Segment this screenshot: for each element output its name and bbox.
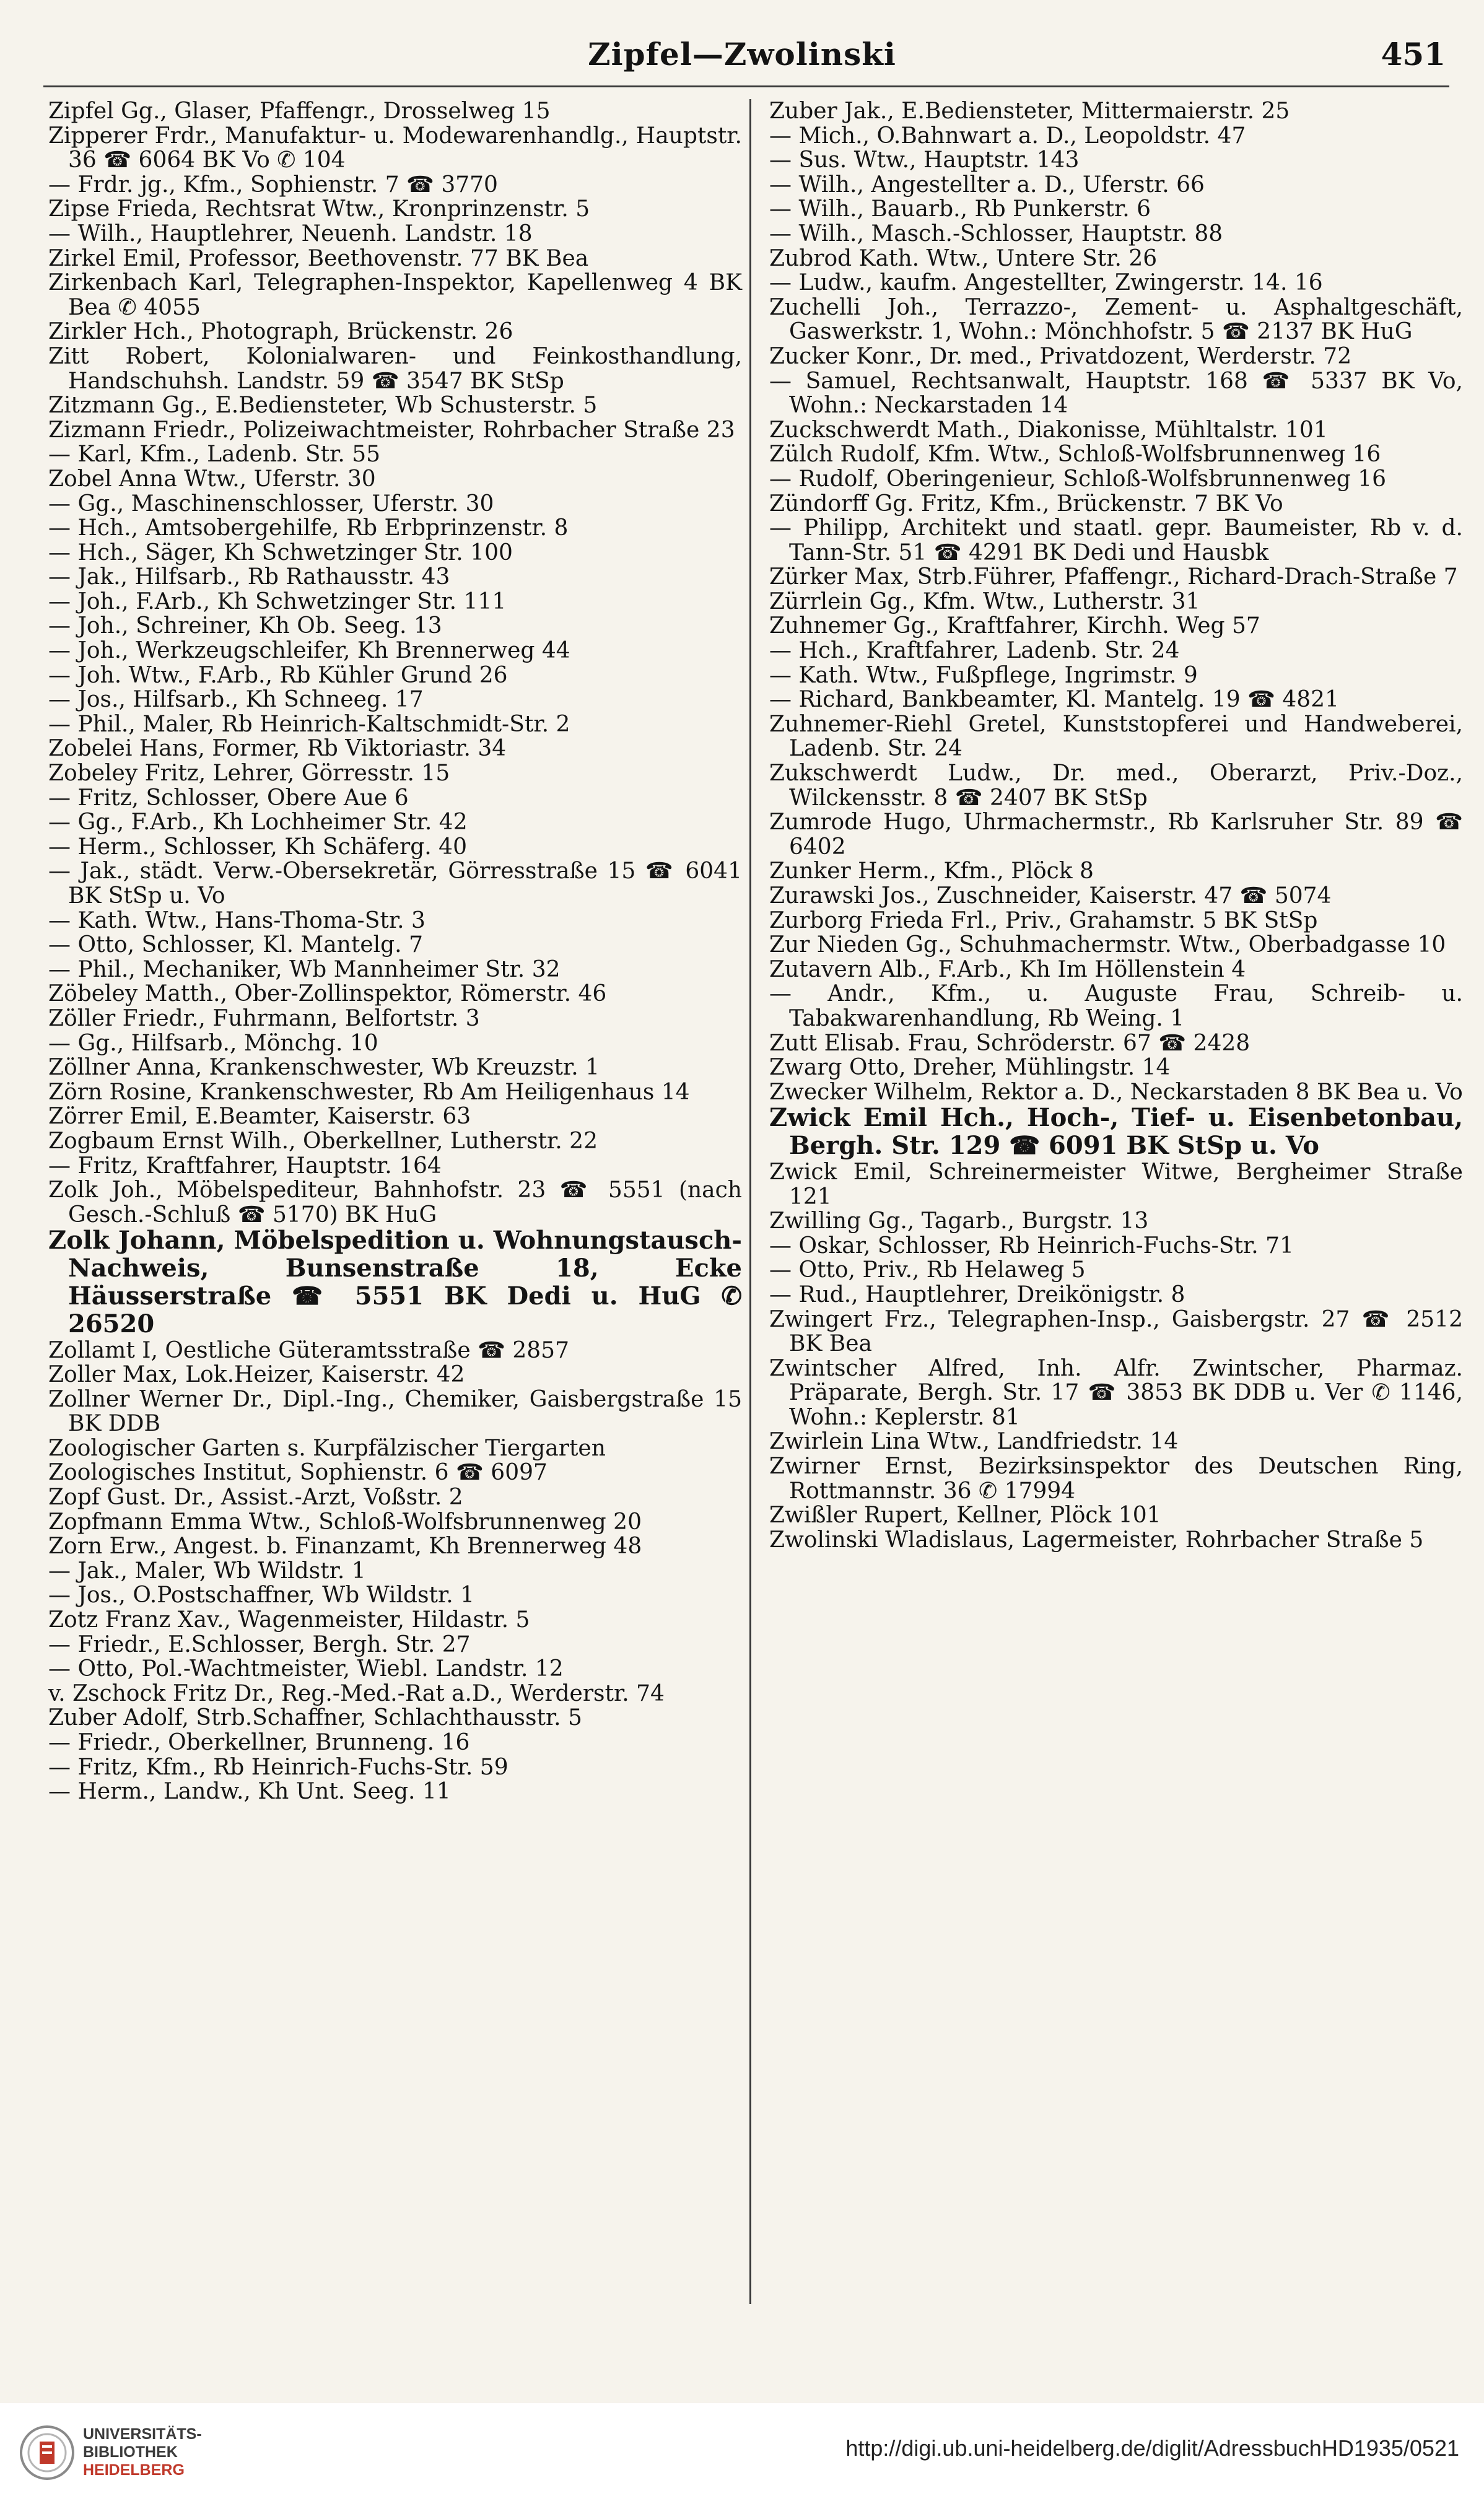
directory-entry: Zobel Anna Wtw., Uferstr. 30 [48, 466, 376, 492]
directory-entry: — Samuel, Rechtsanwalt, Hauptstr. 168 ☎ 5337 BK Vo, Wohn.: Neckarstaden 14 [769, 368, 1463, 419]
directory-entry: Zutt Elisab. Frau, Schröderstr. 67 ☎ 2428 [769, 1030, 1250, 1056]
directory-entry: — Wilh., Bauarb., Rb Punkerstr. 6 [769, 196, 1151, 222]
directory-entry: Zollamt I, Oestliche Güteramtsstraße ☎ 2857 [48, 1337, 569, 1363]
directory-entry: — Kath. Wtw., Fußpflege, Ingrimstr. 9 [769, 662, 1198, 688]
logo-line-2: BIBLIOTHEK [83, 2443, 178, 2461]
directory-entry: — Hch., Kraftfahrer, Ladenb. Str. 24 [769, 638, 1180, 664]
directory-entry: Zwarg Otto, Dreher, Mühlingstr. 14 [769, 1055, 1171, 1081]
directory-entry: — Rudolf, Oberingenieur, Schloß-Wolfsbrunnenweg 16 [769, 466, 1387, 492]
directory-entry: Zobeley Fritz, Lehrer, Görresstr. 15 [48, 761, 450, 787]
left-column [48, 99, 742, 1804]
directory-entry: Zipperer Frdr., Manufaktur- u. Modewarenhandlg., Hauptstr. 36 ☎ 6064 BK Vo ✆ 104 [48, 123, 742, 173]
directory-entry: Zollner Werner Dr., Dipl.-Ing., Chemiker, Gaisbergstraße 15 BK DDB [48, 1386, 742, 1437]
directory-entry: Zurawski Jos., Zuschneider, Kaiserstr. 47 ☎ 5074 [769, 883, 1332, 909]
directory-entry: Zumrode Hugo, Uhrmachermstr., Rb Karlsruher Str. 89 ☎ 6402 [769, 810, 1463, 860]
directory-entry: — Andr., Kfm., u. Auguste Frau, Schreib- u. Tabakwarenhandlung, Rb Weing. 1 [769, 981, 1463, 1031]
directory-entry: — Friedr., Oberkellner, Brunneng. 16 [48, 1730, 470, 1755]
directory-entry: Zwilling Gg., Tagarb., Burgstr. 13 [769, 1208, 1149, 1234]
column-divider [749, 99, 751, 2304]
directory-entry: — Jak., Maler, Wb Wildstr. 1 [48, 1558, 366, 1584]
directory-entry: Zurborg Frieda Frl., Priv., Grahamstr. 5 BK StSp [769, 907, 1318, 933]
directory-entry: Zuhnemer Gg., Kraftfahrer, Kirchh. Weg 57 [769, 613, 1260, 639]
directory-entry: — Otto, Priv., Rb Helaweg 5 [769, 1257, 1086, 1283]
directory-entry: — Fritz, Kfm., Rb Heinrich-Fuchs-Str. 59 [48, 1754, 508, 1780]
directory-entry: Zirkenbach Karl, Telegraphen-Inspektor, Kapellenweg 4 BK Bea ✆ 4055 [48, 270, 742, 320]
directory-entry: — Richard, Bankbeamter, Kl. Mantelg. 19 ☎ 4821 [769, 687, 1339, 713]
directory-entry: Zirkel Emil, Professor, Beethovenstr. 77 BK Bea [48, 245, 589, 271]
directory-entry: Zopfmann Emma Wtw., Schloß-Wolfsbrunnenweg 20 [48, 1509, 642, 1535]
directory-entry: Zirkler Hch., Photograph, Brückenstr. 26 [48, 319, 513, 345]
directory-entry: — Herm., Schlosser, Kh Schäferg. 40 [48, 834, 467, 860]
directory-entry: Zubrod Kath. Wtw., Untere Str. 26 [769, 245, 1158, 271]
library-logo [19, 2417, 223, 2489]
directory-entry: — Rud., Hauptlehrer, Dreikönigstr. 8 [769, 1281, 1185, 1307]
directory-entry: Zipfel Gg., Glaser, Pfaffengr., Drosselweg 15 [48, 98, 551, 124]
directory-entry: — Frdr. jg., Kfm., Sophienstr. 7 ☎ 3770 [48, 172, 498, 198]
directory-entry: Zöller Friedr., Fuhrmann, Belfortstr. 3 [48, 1005, 480, 1031]
directory-entry: — Phil., Mechaniker, Wb Mannheimer Str. 32 [48, 956, 561, 982]
directory-entry: Zuckschwerdt Math., Diakonisse, Mühltalstr. 101 [769, 417, 1328, 443]
directory-entry: Zolk Johann, Möbelspedition u. Wohnungstausch-Nachweis, Bunsenstraße 18, Ecke Häusserstraße ☎ 5551 BK Dedi u. HuG ✆ 26520 [48, 1226, 742, 1338]
directory-entry: Zur Nieden Gg., Schuhmachermstr. Wtw., Oberbadgasse 10 [769, 932, 1446, 958]
directory-entry: Zogbaum Ernst Wilh., Oberkellner, Lutherstr. 22 [48, 1128, 598, 1154]
directory-entry: Zitzmann Gg., E.Bediensteter, Wb Schusterstr. 5 [48, 393, 598, 419]
directory-entry: Zotz Franz Xav., Wagenmeister, Hildastr. 5 [48, 1607, 530, 1633]
directory-entry: — Wilh., Hauptlehrer, Neuenh. Landstr. 18 [48, 220, 533, 247]
directory-entry: — Joh., Schreiner, Kh Ob. Seeg. 13 [48, 613, 442, 639]
directory-entry: — Otto, Pol.-Wachtmeister, Wiebl. Landstr. 12 [48, 1656, 564, 1682]
directory-entry: — Phil., Maler, Rb Heinrich-Kaltschmidt-Str. 2 [48, 711, 570, 737]
library-logo-text [83, 2425, 202, 2479]
directory-entry: Zwintscher Alfred, Inh. Alfr. Zwintscher, Pharmaz. Präparate, Bergh. Str. 17 ☎ 3853 BK DDB u. Ver ✆ 1146, Wohn.: Keplerstr. 81 [769, 1355, 1463, 1430]
directory-entry: Zucker Konr., Dr. med., Privatdozent, Werderstr. 72 [769, 343, 1352, 369]
directory-entry: Zündorff Gg. Fritz, Kfm., Brückenstr. 7 BK Vo [769, 491, 1283, 517]
directory-entry: Zipse Frieda, Rechtsrat Wtw., Kronprinzenstr. 5 [48, 196, 590, 222]
directory-entry: — Mich., O.Bahnwart a. D., Leopoldstr. 47 [769, 123, 1246, 149]
directory-entry: Zürrlein Gg., Kfm. Wtw., Lutherstr. 31 [769, 588, 1200, 614]
directory-entry: Zwick Emil Hch., Hoch-, Tief- u. Eisenbetonbau, Bergh. Str. 129 ☎ 6091 BK StSp u. Vo [769, 1103, 1463, 1161]
directory-entry: v. Zschock Fritz Dr., Reg.-Med.-Rat a.D., Werderstr. 74 [48, 1680, 665, 1706]
directory-entry: Zutavern Alb., F.Arb., Kh Im Höllenstein 4 [769, 956, 1246, 982]
directory-entry: — Jak., Hilfsarb., Rb Rathausstr. 43 [48, 564, 450, 590]
directory-entry: Zolk Joh., Möbelspediteur, Bahnhofstr. 23 ☎ 5551 (nach Gesch.-Schluß ☎ 5170) BK HuG [48, 1177, 742, 1228]
directory-entry: — Jak., städt. Verw.-Obersekretär, Görresstraße 15 ☎ 6041 BK StSp u. Vo [48, 858, 742, 909]
footer [0, 2403, 1484, 2501]
directory-entry: Zobelei Hans, Former, Rb Viktoriastr. 34 [48, 736, 507, 762]
directory-entry: — Hch., Amtsobergehilfe, Rb Erbprinzenstr. 8 [48, 515, 569, 541]
directory-entry: — Otto, Schlosser, Kl. Mantelg. 7 [48, 932, 423, 958]
directory-entry: — Gg., Hilfsarb., Mönchg. 10 [48, 1030, 378, 1056]
directory-entry: Zuhnemer-Riehl Gretel, Kunststopferei und Handweberei, Ladenb. Str. 24 [769, 711, 1463, 762]
directory-entry: — Gg., Maschinenschlosser, Uferstr. 30 [48, 491, 494, 517]
directory-entry: Zizmann Friedr., Polizeiwachtmeister, Rohrbacher Straße 23 [48, 417, 735, 443]
directory-entry: — Wilh., Angestellter a. D., Uferstr. 66 [769, 172, 1205, 198]
directory-entry: — Oskar, Schlosser, Rb Heinrich-Fuchs-Str. 71 [769, 1233, 1294, 1259]
directory-entry: Zwecker Wilhelm, Rektor a. D., Neckarstaden 8 BK Bea u. Vo [769, 1079, 1463, 1105]
logo-line-1: UNIVERSITÄTS- [83, 2425, 202, 2443]
directory-entry: Zitt Robert, Kolonialwaren- und Feinkosthandlung, Handschuhsh. Landstr. 59 ☎ 3547 BK StSp [48, 343, 742, 394]
directory-entry: Zöllner Anna, Krankenschwester, Wb Kreuzstr. 1 [48, 1055, 600, 1081]
source-url-link[interactable]: http://digi.ub.uni-heidelberg.de/diglit/AdressbuchHD1935/0521 [845, 2435, 1459, 2461]
directory-entry: — Wilh., Masch.-Schlosser, Hauptstr. 88 [769, 220, 1223, 247]
directory-entry: — Gg., F.Arb., Kh Lochheimer Str. 42 [48, 810, 468, 836]
directory-entry: — Joh. Wtw., F.Arb., Rb Kühler Grund 26 [48, 662, 508, 688]
directory-entry: Zunker Herm., Kfm., Plöck 8 [769, 858, 1094, 884]
page-number: 451 [1381, 36, 1446, 72]
directory-entry: — Kath. Wtw., Hans-Thoma-Str. 3 [48, 907, 426, 933]
directory-entry: Zukschwerdt Ludw., Dr. med., Oberarzt, Priv.-Doz., Wilckensstr. 8 ☎ 2407 BK StSp [769, 761, 1463, 811]
page-header [0, 36, 1484, 85]
directory-entry: — Joh., Werkzeugschleifer, Kh Brennerweg 44 [48, 638, 570, 664]
header-rule [43, 85, 1449, 87]
directory-entry: Zörn Rosine, Krankenschwester, Rb Am Heiligenhaus 14 [48, 1079, 690, 1105]
directory-entry: — Fritz, Kraftfahrer, Hauptstr. 164 [48, 1153, 442, 1179]
directory-entry: — Philipp, Architekt und staatl. gepr. Baumeister, Rb v. d. Tann-Str. 51 ☎ 4291 BK Dedi und Hausbk [769, 515, 1463, 565]
directory-entry: Zwißler Rupert, Kellner, Plöck 101 [769, 1503, 1161, 1529]
directory-entry: — Jos., O.Postschaffner, Wb Wildstr. 1 [48, 1582, 474, 1608]
directory-entry: — Hch., Säger, Kh Schwetzinger Str. 100 [48, 539, 513, 565]
directory-entry: Zwolinski Wladislaus, Lagermeister, Rohrbacher Straße 5 [769, 1527, 1424, 1553]
directory-entry: — Jos., Hilfsarb., Kh Schneeg. 17 [48, 687, 424, 713]
directory-entry: — Friedr., E.Schlosser, Bergh. Str. 27 [48, 1631, 471, 1657]
directory-entry: Zuber Jak., E.Bediensteter, Mittermaierstr. 25 [769, 98, 1290, 124]
running-title: Zipfel—Zwolinski [588, 36, 896, 72]
right-column [769, 99, 1463, 1552]
directory-entry: — Joh., F.Arb., Kh Schwetzinger Str. 111 [48, 588, 507, 614]
directory-entry: Zwirlein Lina Wtw., Landfriedstr. 14 [769, 1429, 1179, 1455]
directory-entry: — Ludw., kaufm. Angestellter, Zwingerstr. 14. 16 [769, 270, 1323, 296]
logo-line-3: HEIDELBERG [83, 2461, 185, 2479]
directory-entry: Zwirner Ernst, Bezirksinspektor des Deutschen Ring, Rottmannstr. 36 ✆ 17994 [769, 1454, 1463, 1504]
directory-entry: — Karl, Kfm., Ladenb. Str. 55 [48, 442, 381, 468]
directory-entry: Zorn Erw., Angest. b. Finanzamt, Kh Brennerweg 48 [48, 1534, 642, 1560]
directory-entry: Zoologischer Garten s. Kurpfälzischer Tiergarten [48, 1435, 606, 1461]
directory-entry: Zürker Max, Strb.Führer, Pfaffengr., Richard-Drach-Straße 7 [769, 564, 1458, 590]
directory-entry: Zopf Gust. Dr., Assist.-Arzt, Voßstr. 2 [48, 1485, 463, 1511]
directory-entry: Zörrer Emil, E.Beamter, Kaiserstr. 63 [48, 1104, 471, 1130]
directory-entry: Zülch Rudolf, Kfm. Wtw., Schloß-Wolfsbrunnenweg 16 [769, 442, 1381, 468]
directory-entry: Zwick Emil, Schreinermeister Witwe, Bergheimer Straße 121 [769, 1159, 1463, 1210]
directory-entry: Zuchelli Joh., Terrazzo-, Zement- u. Asphaltgeschäft, Gaswerkstr. 1, Wohn.: Mönchhofstr. 5 ☎ 2137 BK HuG [769, 294, 1463, 345]
directory-entry: — Sus. Wtw., Hauptstr. 143 [769, 147, 1080, 173]
library-seal-icon [19, 2424, 76, 2481]
directory-entry: — Herm., Landw., Kh Unt. Seeg. 11 [48, 1779, 451, 1805]
directory-entry: Zwingert Frz., Telegraphen-Insp., Gaisbergstr. 27 ☎ 2512 BK Bea [769, 1306, 1463, 1357]
directory-entry: Zoologisches Institut, Sophienstr. 6 ☎ 6097 [48, 1460, 548, 1486]
directory-entry: — Fritz, Schlosser, Obere Aue 6 [48, 785, 409, 811]
directory-entry: Zoller Max, Lok.Heizer, Kaiserstr. 42 [48, 1362, 465, 1388]
directory-entry: Zöbeley Matth., Ober-Zollinspektor, Römerstr. 46 [48, 981, 607, 1007]
directory-entry: Zuber Adolf, Strb.Schaffner, Schlachthausstr. 5 [48, 1705, 582, 1731]
